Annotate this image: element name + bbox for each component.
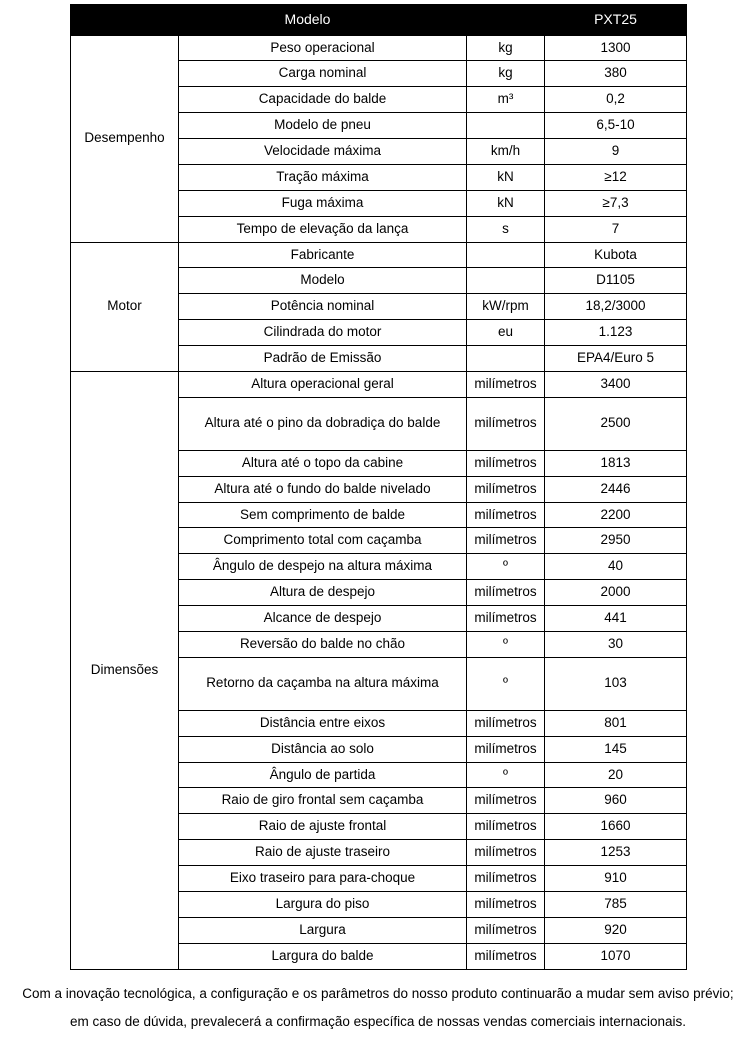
spec-unit: milímetros bbox=[467, 450, 545, 476]
spec-value: 920 bbox=[545, 917, 687, 943]
spec-value: 801 bbox=[545, 710, 687, 736]
spec-unit: eu bbox=[467, 320, 545, 346]
spec-unit: milímetros bbox=[467, 476, 545, 502]
spec-item-label: Padrão de Emissão bbox=[179, 346, 467, 372]
spec-item-label: Altura de despejo bbox=[179, 580, 467, 606]
spec-item-label: Potência nominal bbox=[179, 294, 467, 320]
spec-value: 9 bbox=[545, 139, 687, 165]
spec-item-label: Sem comprimento de balde bbox=[179, 502, 467, 528]
table-row bbox=[71, 371, 687, 397]
spec-sheet-page bbox=[0, 4, 756, 1032]
spec-unit: º bbox=[467, 554, 545, 580]
spec-unit: kW/rpm bbox=[467, 294, 545, 320]
spec-unit: milímetros bbox=[467, 891, 545, 917]
spec-value: 3400 bbox=[545, 371, 687, 397]
spec-unit: milímetros bbox=[467, 814, 545, 840]
specifications-table-body bbox=[71, 5, 687, 970]
spec-unit: milímetros bbox=[467, 371, 545, 397]
spec-item-label: Modelo de pneu bbox=[179, 113, 467, 139]
spec-value: 2200 bbox=[545, 502, 687, 528]
spec-item-label: Carga nominal bbox=[179, 61, 467, 87]
spec-value: 2000 bbox=[545, 580, 687, 606]
footer-note: em caso de dúvida, prevalecerá a confirmação específica de nossas vendas comerciais internacionais. bbox=[69, 1013, 687, 1029]
spec-value: ≥12 bbox=[545, 164, 687, 190]
header-model-value: PXT25 bbox=[545, 5, 687, 36]
spec-value: 785 bbox=[545, 891, 687, 917]
spec-value: 441 bbox=[545, 606, 687, 632]
spec-unit: º bbox=[467, 631, 545, 657]
spec-unit: milímetros bbox=[467, 502, 545, 528]
spec-item-label: Distância entre eixos bbox=[179, 710, 467, 736]
spec-unit: s bbox=[467, 216, 545, 242]
spec-unit bbox=[467, 113, 545, 139]
spec-unit: km/h bbox=[467, 139, 545, 165]
spec-unit bbox=[467, 242, 545, 268]
spec-value: 910 bbox=[545, 866, 687, 892]
spec-value: 7 bbox=[545, 216, 687, 242]
spec-unit: milímetros bbox=[467, 528, 545, 554]
spec-value: 20 bbox=[545, 762, 687, 788]
spec-item-label: Fuga máxima bbox=[179, 190, 467, 216]
spec-item-label: Comprimento total com caçamba bbox=[179, 528, 467, 554]
spec-item-label: Ângulo de despejo na altura máxima bbox=[179, 554, 467, 580]
spec-item-label: Cilindrada do motor bbox=[179, 320, 467, 346]
spec-value: ≥7,3 bbox=[545, 190, 687, 216]
spec-value: 103 bbox=[545, 657, 687, 710]
table-row bbox=[71, 242, 687, 268]
spec-value: 380 bbox=[545, 61, 687, 87]
group-label: Motor bbox=[71, 242, 179, 371]
spec-value: 2500 bbox=[545, 397, 687, 450]
spec-value: 1253 bbox=[545, 840, 687, 866]
spec-item-label: Raio de giro frontal sem caçamba bbox=[179, 788, 467, 814]
footer-notes bbox=[20, 984, 736, 1033]
spec-item-label: Largura bbox=[179, 917, 467, 943]
spec-unit: kN bbox=[467, 190, 545, 216]
spec-unit: m³ bbox=[467, 87, 545, 113]
spec-item-label: Modelo bbox=[179, 268, 467, 294]
spec-value: 40 bbox=[545, 554, 687, 580]
spec-unit: milímetros bbox=[467, 606, 545, 632]
table-row bbox=[71, 35, 687, 61]
spec-unit: milímetros bbox=[467, 710, 545, 736]
spec-unit: milímetros bbox=[467, 917, 545, 943]
spec-value: 18,2/3000 bbox=[545, 294, 687, 320]
spec-value: 1.123 bbox=[545, 320, 687, 346]
spec-item-label: Altura até o topo da cabine bbox=[179, 450, 467, 476]
spec-value: 2446 bbox=[545, 476, 687, 502]
group-label: Desempenho bbox=[71, 35, 179, 242]
spec-unit: º bbox=[467, 657, 545, 710]
spec-value: 1813 bbox=[545, 450, 687, 476]
spec-item-label: Fabricante bbox=[179, 242, 467, 268]
spec-item-label: Largura do balde bbox=[179, 943, 467, 969]
spec-item-label: Eixo traseiro para para-choque bbox=[179, 866, 467, 892]
spec-value: EPA4/Euro 5 bbox=[545, 346, 687, 372]
spec-unit: milímetros bbox=[467, 840, 545, 866]
spec-unit: kN bbox=[467, 164, 545, 190]
spec-item-label: Altura operacional geral bbox=[179, 371, 467, 397]
spec-item-label: Reversão do balde no chão bbox=[179, 631, 467, 657]
spec-item-label: Peso operacional bbox=[179, 35, 467, 61]
spec-unit: milímetros bbox=[467, 736, 545, 762]
spec-item-label: Altura até o pino da dobradiça do balde bbox=[179, 397, 467, 450]
spec-unit: kg bbox=[467, 61, 545, 87]
spec-item-label: Distância ao solo bbox=[179, 736, 467, 762]
spec-item-label: Largura do piso bbox=[179, 891, 467, 917]
group-label: Dimensões bbox=[71, 371, 179, 969]
spec-value: 1300 bbox=[545, 35, 687, 61]
spec-item-label: Raio de ajuste traseiro bbox=[179, 840, 467, 866]
spec-value: 6,5-10 bbox=[545, 113, 687, 139]
spec-item-label: Raio de ajuste frontal bbox=[179, 814, 467, 840]
header-model-label: Modelo bbox=[71, 5, 545, 36]
spec-item-label: Alcance de despejo bbox=[179, 606, 467, 632]
table-header-row bbox=[71, 5, 687, 36]
spec-item-label: Capacidade do balde bbox=[179, 87, 467, 113]
spec-unit: milímetros bbox=[467, 788, 545, 814]
spec-item-label: Tração máxima bbox=[179, 164, 467, 190]
spec-unit: milímetros bbox=[467, 397, 545, 450]
spec-unit: milímetros bbox=[467, 866, 545, 892]
footer-note: Com a inovação tecnológica, a configuração e os parâmetros do nosso produto continuarão a mudar sem aviso prévio; bbox=[22, 985, 734, 1001]
spec-value: 960 bbox=[545, 788, 687, 814]
spec-unit: milímetros bbox=[467, 580, 545, 606]
spec-unit: º bbox=[467, 762, 545, 788]
spec-item-label: Retorno da caçamba na altura máxima bbox=[179, 657, 467, 710]
spec-item-label: Velocidade máxima bbox=[179, 139, 467, 165]
spec-item-label: Ângulo de partida bbox=[179, 762, 467, 788]
spec-unit bbox=[467, 346, 545, 372]
spec-value: Kubota bbox=[545, 242, 687, 268]
specifications-table bbox=[70, 4, 687, 970]
spec-value: 30 bbox=[545, 631, 687, 657]
spec-value: D1105 bbox=[545, 268, 687, 294]
spec-unit: kg bbox=[467, 35, 545, 61]
spec-value: 2950 bbox=[545, 528, 687, 554]
spec-value: 1070 bbox=[545, 943, 687, 969]
spec-item-label: Altura até o fundo do balde nivelado bbox=[179, 476, 467, 502]
spec-item-label: Tempo de elevação da lança bbox=[179, 216, 467, 242]
spec-unit: milímetros bbox=[467, 943, 545, 969]
spec-value: 145 bbox=[545, 736, 687, 762]
spec-value: 1660 bbox=[545, 814, 687, 840]
spec-value: 0,2 bbox=[545, 87, 687, 113]
spec-unit bbox=[467, 268, 545, 294]
